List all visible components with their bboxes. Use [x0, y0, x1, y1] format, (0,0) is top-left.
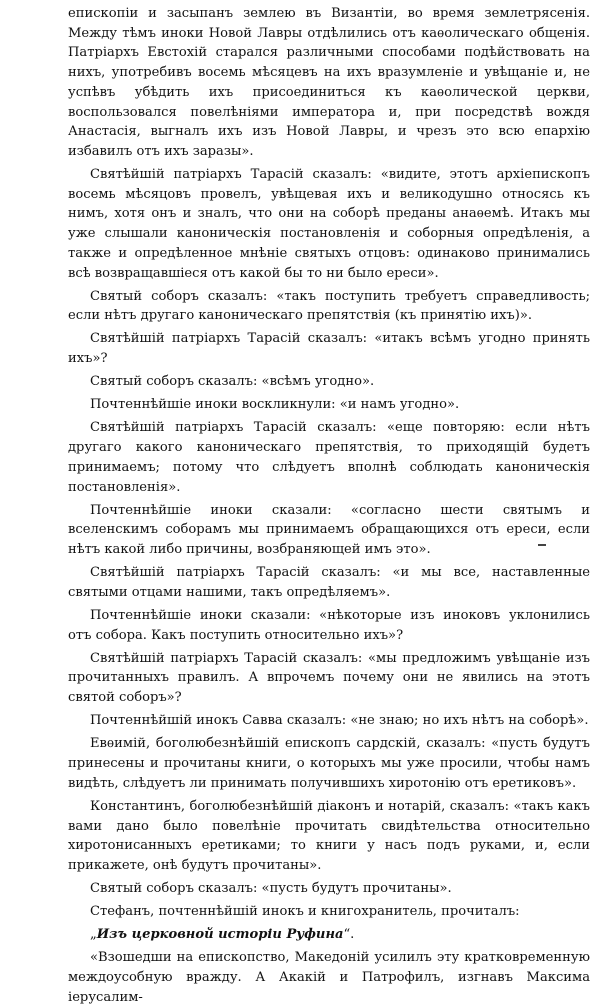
paragraph-last: «Взошедши на епископство, Македоній усилилъ эту кратковременную междоусобную вражду. А Акакій и Патрофилъ, изгнавъ Максима іерусалим-	[68, 950, 590, 1005]
paragraph-11: Святѣйшій патріархъ Тарасій сказалъ: «мы предложимъ увѣщаніе изъ прочитанныхъ правилъ. А впрочемъ почему они не явились на этотъ святой соборъ»?	[68, 650, 590, 706]
paragraph-12: Почтеннѣйшій инокъ Савва сказалъ: «не знаю; но ихъ нѣтъ на соборѣ».	[90, 713, 589, 729]
paragraph-2: Святѣйшій патріархъ Тарасій сказалъ: «видите, этотъ архіепископъ восемь мѣсяцовъ провелъ, увѣщевая ихъ и великодушно относясь къ нимъ, хотя онъ и зналъ, что они на соборѣ преданы анаѳемѣ. Итакъ мы уже слышали каноническія постановленія и соборныя опредѣленія, а также и опредѣленное мнѣніе святыхъ отцовъ: одинаково принимались всѣ возвращавшіеся отъ какой бы то ни было ереси».	[68, 167, 590, 281]
paragraph-13: Евѳимій, боголюбезнѣйшій епископъ сардскій, сказалъ: «пусть будутъ принесены и прочитаны книги, о которыхъ мы уже просили, чтобы намъ видѣть, слѣдуетъ ли принимать получившихъ хиротонію отъ еретиковъ».	[68, 736, 590, 791]
section-heading	[68, 925, 590, 945]
paragraph-10: Почтеннѣйшіе иноки сказали: «нѣкоторые изъ иноковъ уклонились отъ собора. Какъ поступить относительно ихъ»?	[68, 607, 590, 643]
paragraph-4: Святѣйшій патріархъ Тарасій сказалъ: «итакъ всѣмъ угодно принять ихъ»?	[68, 331, 590, 367]
paragraph-8: Почтеннѣйшіе иноки сказали: «согласно шести святымъ и вселенскимъ соборамъ мы принимаемъ обращающихся отъ ереси, если нѣтъ какой либо причины, возбраняющей имъ это».	[68, 502, 590, 558]
heading-title: Изъ церковной исторіи Руфина	[96, 927, 344, 943]
margin-mark	[538, 544, 546, 546]
paragraph-16: Стефанъ, почтеннѣйшій инокъ и книгохранитель, прочиталъ:	[90, 904, 520, 920]
paragraph-3: Святый соборъ сказалъ: «такъ поступить требуетъ справедливость; если нѣтъ другаго каноническаго препятствія (къ принятію ихъ)».	[68, 288, 590, 324]
paragraph-7: Святѣйшій патріархъ Тарасій сказалъ: «еще повторяю: если нѣтъ другаго какого каноническаго препятствія, то приходящій будетъ принимаемъ; потому что слѣдуетъ вполнѣ соблюдать каноническія постановленія».	[68, 420, 590, 495]
heading-close-quote: “.	[343, 927, 355, 943]
heading-open-quote: „	[90, 927, 97, 943]
paragraph-1: епископіи и засыпанъ землею въ Византіи, во время землетрясенія. Между тѣмъ иноки Новой Лавры отдѣлились отъ каѳолическаго общенія. Патріархъ Евстохій старался различными способами подѣйствовать на нихъ, употребивъ восемь мѣсяцевъ на ихъ вразумленіе и увѣщаніе и, не успѣвъ убѣдить ихъ присоединиться къ каѳолической церкви, воспользовался повелѣніями императора и, при посредствѣ вождя Анастасія, выгналъ ихъ изъ Новой Лавры, и чрезъ это всю епархію избавилъ отъ ихъ заразы».	[68, 6, 590, 159]
paragraph-9: Святѣйшій патріархъ Тарасій сказалъ: «и мы все, наставленные святыми отцами нашими, такъ опредѣляемъ».	[68, 565, 590, 600]
paragraph-5: Святый соборъ сказалъ: «всѣмъ угодно».	[90, 374, 375, 390]
paragraph-6: Почтеннѣйшіе иноки воскликнули: «и намъ угодно».	[90, 397, 460, 413]
paragraph-14: Константинъ, боголюбезнѣйшій діаконъ и нотарій, сказалъ: «такъ какъ вами дано было повелѣніе прочитать свидѣтельства относительно хиротонисанныхъ еретиками; то книги у насъ подъ руками, и, если прикажете, онѣ будутъ прочитаны».	[68, 798, 590, 873]
paragraph-15: Святый соборъ сказалъ: «пусть будутъ прочитаны».	[90, 881, 452, 896]
